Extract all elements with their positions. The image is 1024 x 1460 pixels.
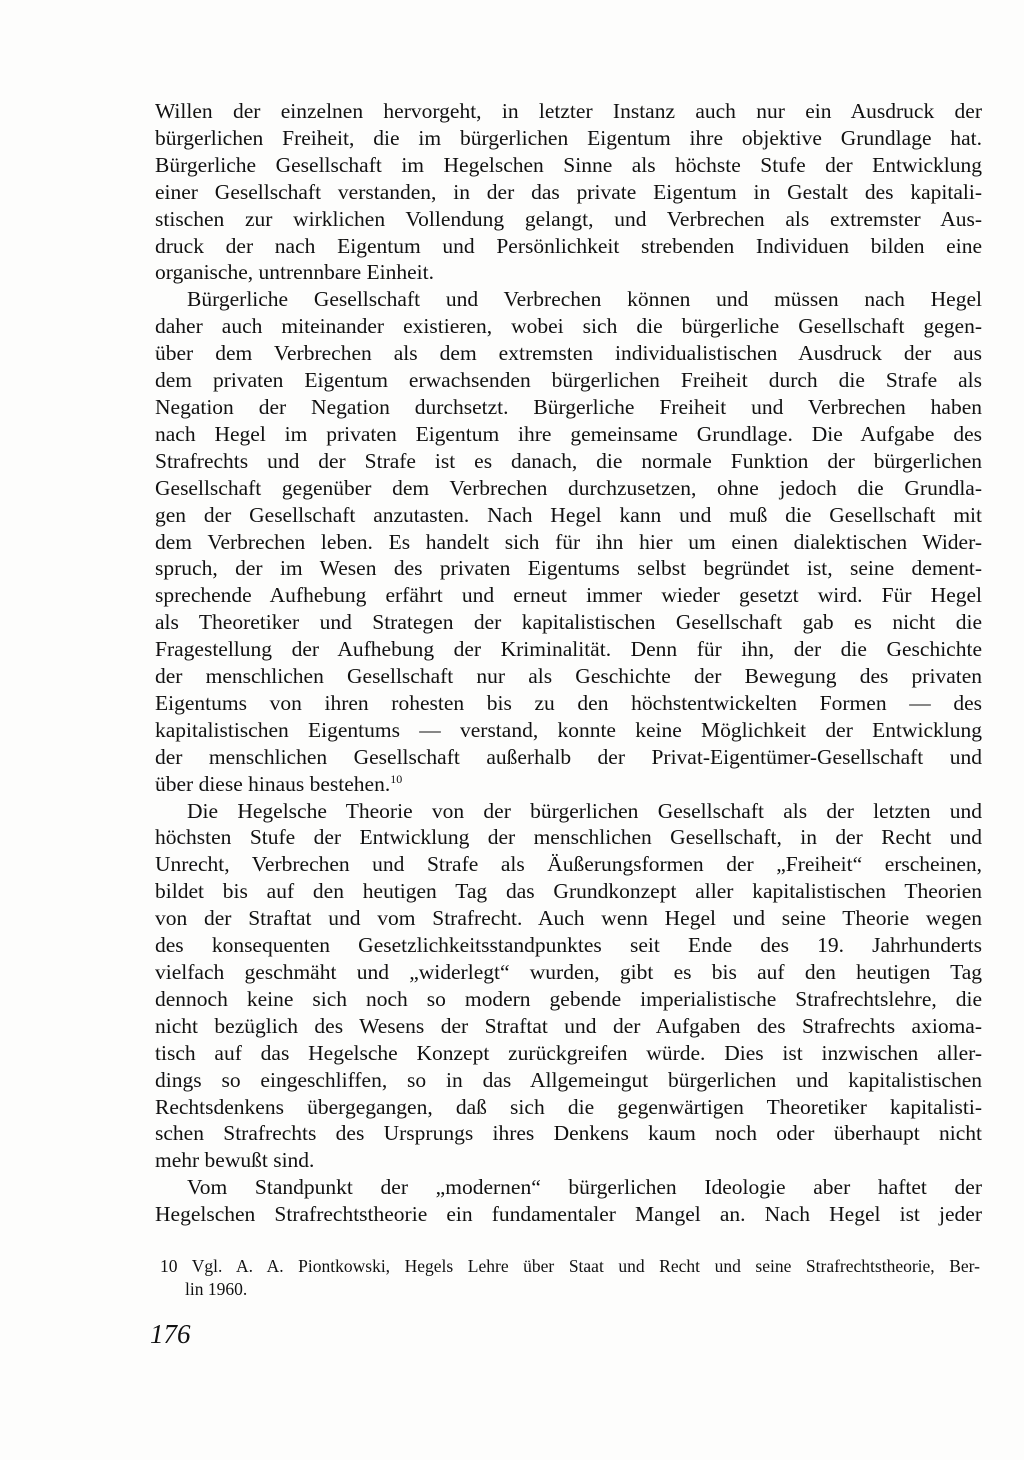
text-line: Hegelschen Strafrechtstheorie ein fundamentaler Mangel an. Nach Hegel ist jeder (155, 1202, 982, 1227)
text-line: vielfach geschmäht und „widerlegt“ wurden, gibt es bis auf den heutigen Tag (155, 960, 982, 984)
text-line: nicht bezüglich des Wesens der Straftat und der Aufgaben des Strafrechts axioma- (155, 1013, 982, 1038)
text-line: Strafrechts und der Strafe ist es danach, die normale Funktion der bürgerlichen (155, 448, 982, 473)
text-line: bürgerlichen Freiheit, die im bürgerlichen Eigentum ihre objektive Grundlage hat. (155, 125, 982, 150)
footnote (160, 1255, 980, 1301)
text-line: Unrecht, Verbrechen und Strafe als Äußerungsformen der „Freiheit“ erscheinen, (155, 852, 982, 877)
body-text (155, 98, 982, 1228)
paragraph (155, 286, 982, 797)
text-line: organische, untrennbare Einheit. (155, 260, 435, 285)
text-line: schen Strafrechts des Ursprungs ihres Denkens kaum noch oder überhaupt nicht (155, 1121, 982, 1146)
paragraph (155, 798, 982, 1175)
text-line: Bürgerliche Gesellschaft und Verbrechen können und müssen nach Hegel (187, 287, 982, 312)
text-line: einer Gesellschaft verstanden, in der das private Eigentum in Gestalt des kapitali- (155, 179, 982, 204)
text-line: dem Verbrechen leben. Es handelt sich für ihn hier um einen dialektischen Wider- (155, 529, 982, 554)
text-line: mehr bewußt sind. (155, 1148, 315, 1173)
text-line: gen der Gesellschaft anzutasten. Nach Hegel kann und muß die Gesellschaft mit (155, 502, 982, 527)
text-line: sprechende Aufhebung erfährt und erneut immer wieder gesetzt wird. Für Hegel (155, 583, 982, 608)
text-line: dem privaten Eigentum erwachsenden bürgerlichen Freiheit durch die Strafe als (155, 368, 982, 393)
text-line: des konsequenten Gesetzlichkeitsstandpunktes seit Ende des 19. Jahrhunderts (155, 933, 982, 958)
text-line: druck der nach Eigentum und Persönlichkeit strebenden Individuen bilden eine (155, 233, 982, 258)
text-line: über diese hinaus bestehen.$^{10}$ (155, 771, 403, 796)
text-line: daher auch miteinander existieren, wobei sich die bürgerliche Gesellschaft gegen- (155, 314, 982, 339)
text-line: Rechtsdenkens übergegangen, daß sich die gegenwärtigen Theoretiker kapitalisti- (155, 1094, 982, 1119)
text-line: dennoch keine sich noch so modern gebende imperialistische Strafrechtslehre, die (155, 986, 982, 1011)
paragraph (155, 1174, 982, 1228)
text-line: bildet bis auf den heutigen Tag das Grundkonzept aller kapitalistischen Theorien (155, 879, 982, 904)
text-line: Fragestellung der Aufhebung der Kriminalität. Denn für ihn, der die Geschichte (155, 637, 982, 662)
text-line: über dem Verbrechen als dem extremsten individualistischen Ausdruck der aus (155, 341, 982, 366)
text-line: von der Straftat und vom Strafrecht. Auch wenn Hegel und seine Theorie wegen (155, 906, 982, 931)
text-line: der menschlichen Gesellschaft nur als Geschichte der Bewegung des privaten (155, 664, 982, 689)
text-line: Eigentums von ihren rohesten bis zu den höchstentwickelten Formen — des (155, 690, 982, 715)
text-line: Gesellschaft gegenüber dem Verbrechen durchzusetzen, ohne jedoch die Grundla- (155, 475, 982, 500)
text-line: kapitalistischen Eigentums — verstand, konnte keine Möglichkeit der Entwicklung (155, 717, 982, 742)
text-line: tisch auf das Hegelsche Konzept zurückgreifen würde. Dies ist inzwischen aller- (155, 1040, 982, 1065)
paragraph (155, 98, 982, 286)
text-line: Die Hegelsche Theorie von der bürgerlichen Gesellschaft als der letzten und (187, 798, 982, 823)
text-line: höchsten Stufe der Entwicklung der menschlichen Gesellschaft, in der Recht und (155, 825, 982, 850)
footnote-line: 10 Vgl. A. A. Piontkowski, Hegels Lehre über Staat und Recht und seine Strafrechtstheorie, Ber- (160, 1256, 980, 1276)
text-line: Vom Standpunkt der „modernen“ bürgerlichen Ideologie aber haftet der (187, 1175, 982, 1200)
text-line: dings so eingeschliffen, so in das Allgemeingut bürgerlichen und kapitalistischen (155, 1067, 982, 1092)
footnote-line: lin 1960. (185, 1279, 248, 1299)
text-line: Bürgerliche Gesellschaft im Hegelschen Sinne als höchste Stufe der Entwicklung (155, 152, 982, 177)
text-line: der menschlichen Gesellschaft außerhalb der Privat-Eigentümer-Gesellschaft und (155, 744, 982, 769)
page-number: 176 (150, 1319, 191, 1349)
text-line: nach Hegel im privaten Eigentum ihre gemeinsame Grundlage. Die Aufgabe des (155, 421, 982, 446)
footnote-reference: 10 (390, 771, 403, 786)
text-line: stischen zur wirklichen Vollendung gelangt, und Verbrechen als extremster Aus- (155, 206, 982, 231)
text-line: als Theoretiker und Strategen der kapitalistischen Gesellschaft gab es nicht die (155, 610, 982, 635)
text-line: spruch, der im Wesen des privaten Eigentums selbst begründet ist, seine dement- (155, 556, 982, 581)
text-line: Willen der einzelnen hervorgeht, in letzter Instanz auch nur ein Ausdruck der (155, 99, 982, 123)
text-line: Negation der Negation durchsetzt. Bürgerliche Freiheit und Verbrechen haben (155, 394, 982, 419)
